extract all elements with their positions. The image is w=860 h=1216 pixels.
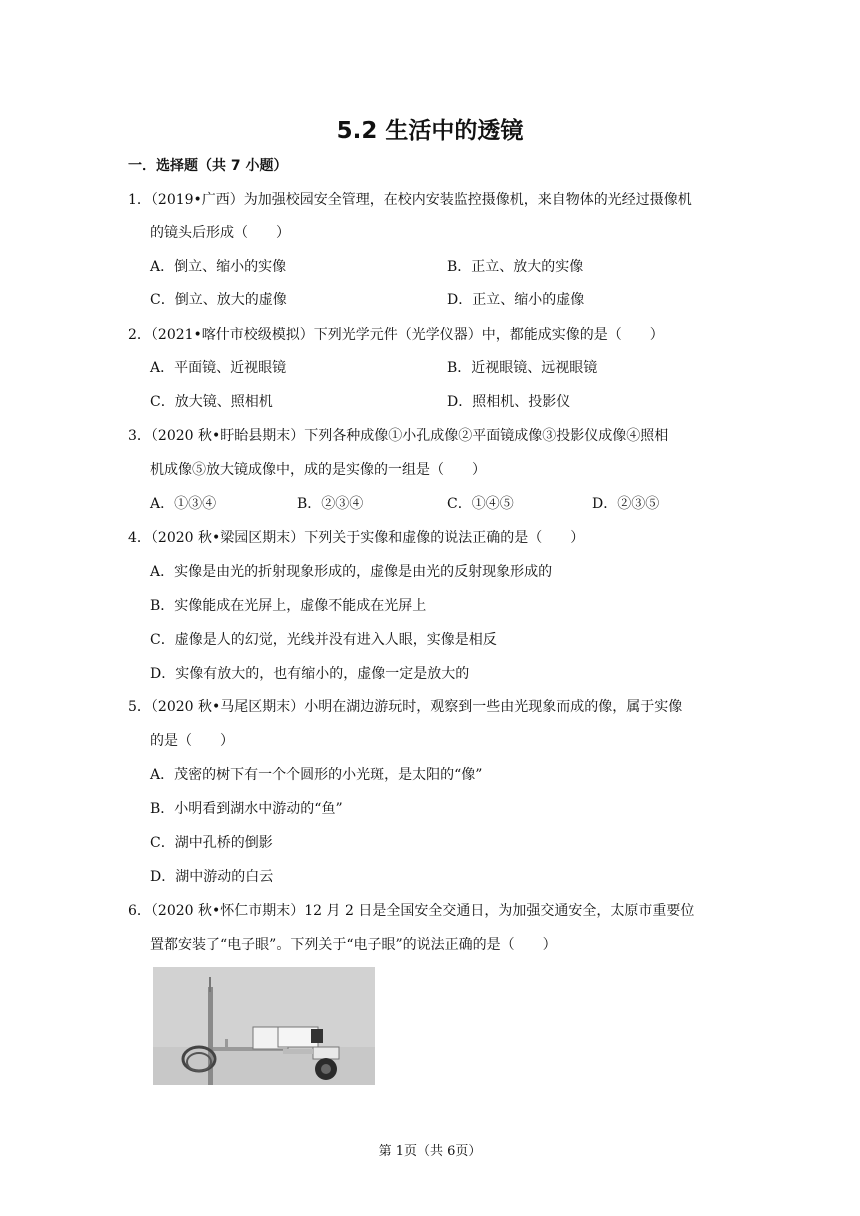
question-3-option-d: D．②③⑤	[592, 496, 660, 512]
question-6-text: 6．（2020 秋•怀仁市期末）12 月 2 日是全国安全交通日，为加强交通安全，太原市重要位	[128, 903, 695, 919]
question-2-option-d: D．照相机、投影仪	[447, 394, 571, 410]
question-4-text: 4．（2020 秋•梁园区期末）下列关于实像和虚像的说法正确的是（ ）	[128, 530, 585, 546]
question-5-option-a: A．茂密的树下有一个个圆形的小光斑，是太阳的“像”	[150, 767, 483, 783]
question-6-text-cont: 置都安装了“电子眼”。下列关于“电子眼”的说法正确的是（ ）	[150, 937, 557, 953]
question-2-text: 2．（2021•喀什市校级模拟）下列光学元件（光学仪器）中，都能成实像的是（ ）	[128, 327, 664, 343]
question-4-option-b: B．实像能成在光屏上，虚像不能成在光屏上	[150, 598, 427, 614]
question-3-text-cont: 机成像⑤放大镜成像中，成的是实像的一组是（ ）	[150, 462, 486, 478]
question-1-text: 1．（2019•广西）为加强校园安全管理，在校内安装监控摄像机，来自物体的光经过摄像机	[128, 192, 692, 208]
page-footer: 第 1页（共 6页）	[378, 1144, 482, 1159]
question-3-option-c: C．①④⑤	[447, 496, 514, 512]
question-1-text-cont: 的镜头后形成（ ）	[150, 225, 290, 241]
question-1-option-d: D．正立、缩小的虚像	[447, 292, 585, 308]
question-3-text: 3．（2020 秋•盱眙县期末）下列各种成像①小孔成像②平面镜成像③投影仪成像④照相	[128, 428, 669, 444]
question-5-text: 5．（2020 秋•马尾区期末）小明在湖边游玩时，观察到一些由光现象而成的像，属于实像	[128, 699, 683, 715]
question-5-option-c: C．湖中孔桥的倒影	[150, 835, 273, 851]
question-2-option-c: C．放大镜、照相机	[150, 394, 273, 410]
question-3-option-b: B．②③④	[297, 496, 364, 512]
question-5-text-cont: 的是（ ）	[150, 733, 234, 749]
electronic-eye-photo	[153, 967, 375, 1085]
section-heading: 一．选择题（共 7 小题）	[128, 158, 288, 174]
question-2-option-a: A．平面镜、近视眼镜	[150, 360, 287, 376]
question-5-option-b: B．小明看到湖水中游动的“鱼”	[150, 801, 343, 817]
camera-pole-illustration	[153, 967, 375, 1085]
question-1-option-a: A．倒立、缩小的实像	[150, 259, 287, 275]
question-4-option-d: D．实像有放大的，也有缩小的，虚像一定是放大的	[150, 666, 470, 682]
question-4-option-c: C．虚像是人的幻觉，光线并没有进入人眼，实像是相反	[150, 632, 497, 648]
question-3-option-a: A．①③④	[150, 496, 217, 512]
page-title: 5.2 生活中的透镜	[336, 118, 524, 144]
question-2-option-b: B．近视眼镜、远视眼镜	[447, 360, 598, 376]
question-1-option-c: C．倒立、放大的虚像	[150, 292, 287, 308]
question-4-option-a: A．实像是由光的折射现象形成的，虚像是由光的反射现象形成的	[150, 564, 553, 580]
question-5-option-d: D．湖中游动的白云	[150, 869, 274, 885]
question-1-option-b: B．正立、放大的实像	[447, 259, 584, 275]
